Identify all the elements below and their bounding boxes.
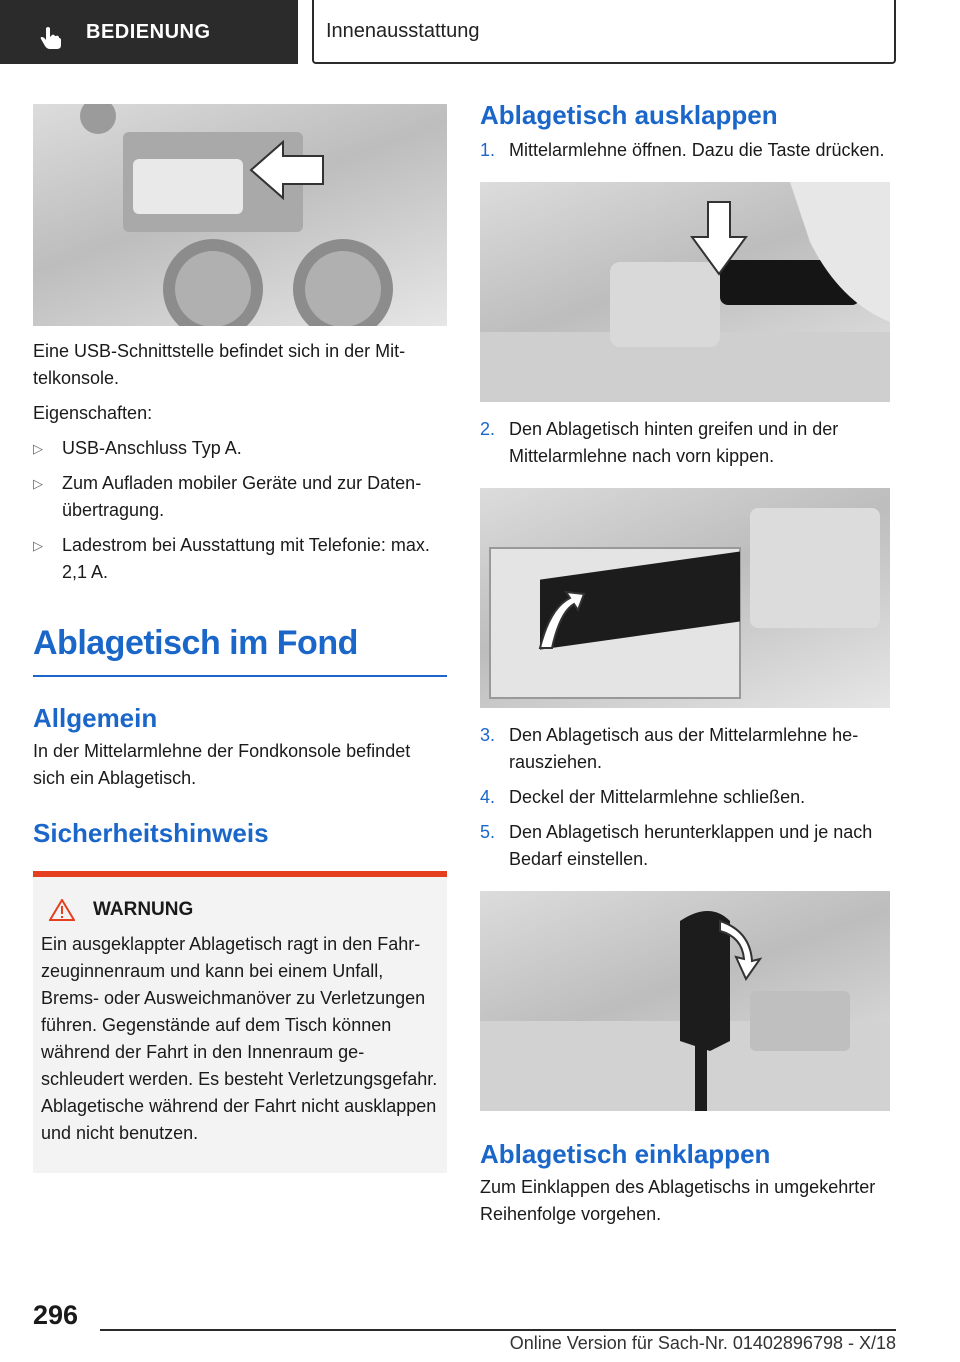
- triangle-bullet-icon: ▷: [33, 538, 43, 553]
- usb-console-image: [33, 104, 447, 326]
- table-tilt-image: [480, 488, 890, 708]
- warning-label: WARNUNG: [93, 899, 194, 920]
- step-item: 2. Den Ablagetisch hinten greifen und in der Mittelarmlehne nach vorn kippen.: [480, 419, 839, 466]
- section-label: BEDIENUNG: [86, 20, 211, 43]
- list-item: ▷ USB-Anschluss Typ A.: [33, 435, 447, 462]
- page-number: 296: [33, 1300, 79, 1330]
- page-header: [0, 0, 960, 66]
- properties-list: [33, 435, 447, 586]
- usb-description: Eine USB-Schnittstelle befindet sich in der Mittelkonsole.: [33, 341, 406, 388]
- unfold-heading: Ablagetisch ausklappen: [480, 100, 778, 130]
- step-item: 1. Mittelarmlehne öffnen. Dazu die Taste drücken.: [480, 140, 885, 160]
- chapter-header-title: Innenausstattung: [312, 0, 896, 64]
- footer-divider: [100, 1329, 896, 1331]
- armrest-open-image: [480, 182, 890, 402]
- chapter-title: Ablagetisch im Fond: [33, 624, 358, 662]
- fold-heading: Ablagetisch einklappen: [480, 1139, 771, 1169]
- properties-label: Eigenschaften:: [33, 403, 153, 423]
- warning-text: Ein ausgeklappter Ablagetisch ragt in den Fahrzeuginnenraum und kann bei einem Unfall, Brems- oder Ausweichmanöver zu Verletzungen führen. Gegenstände auf dem Tisch können während der Fahrt in den Innenraum geschleudert werden. Es besteht Verletzungsgefahr. Ablagetische während der Fahrt nicht ausklappen und nicht benutzen.: [41, 934, 438, 1143]
- step-item: 4. Deckel der Mittelarmlehne schließen.: [480, 787, 806, 807]
- table-unfolded-image: [480, 891, 890, 1111]
- list-item: ▷ Ladestrom bei Ausstattung mit Telefonie: max. 2,1 A.: [33, 532, 447, 586]
- footer-version: Online Version für Sach-Nr. 01402896798 - X/18: [509, 1333, 896, 1353]
- general-heading: Allgemein: [33, 703, 158, 733]
- step-item: 5. Den Ablagetisch herunterklappen und je nach Bedarf einstellen.: [480, 822, 873, 869]
- triangle-bullet-icon: ▷: [33, 476, 43, 491]
- triangle-bullet-icon: ▷: [33, 441, 43, 456]
- safety-heading: Sicherheitshinweis: [33, 818, 269, 848]
- fold-text: Zum Einklappen des Ablagetischs in umgekehrter Reihenfolge vorgehen.: [480, 1177, 876, 1224]
- list-item: ▷ Zum Aufladen mobiler Geräte und zur Datenübertragung.: [33, 470, 447, 524]
- right-column: [480, 100, 898, 1228]
- warning-box: [33, 871, 447, 1173]
- warning-header: [49, 899, 439, 921]
- steps-list-3: [480, 722, 898, 873]
- warning-triangle-icon: [49, 899, 75, 921]
- hand-pointer-icon: [40, 26, 62, 50]
- section-tab[interactable]: [0, 0, 298, 64]
- steps-list-2: [480, 416, 898, 470]
- left-column: [33, 104, 447, 1173]
- title-divider: [33, 675, 447, 677]
- steps-list-1: [480, 137, 898, 164]
- step-item: 3. Den Ablagetisch aus der Mittelarmlehne herausziehen.: [480, 725, 859, 772]
- general-text: In der Mittelarmlehne der Fondkonsole befindet sich ein Ablagetisch.: [33, 741, 411, 788]
